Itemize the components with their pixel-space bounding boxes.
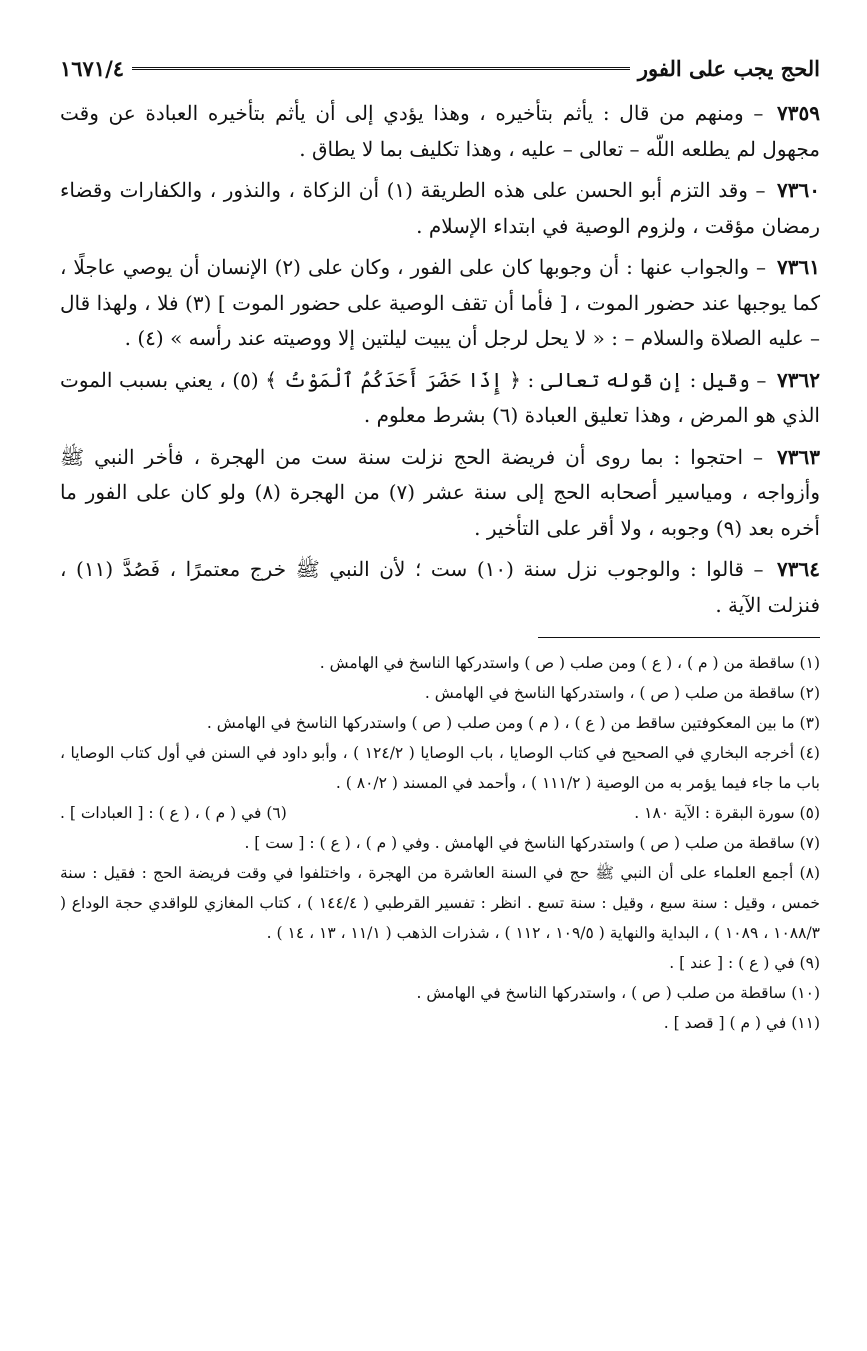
paragraph-text: – ومنهم من قال : يأثم بتأخيره ، وهذا يؤدي إلى أن يأثم بتأخيره العبادة عن وقت مجهول لم يطلعه اللّه – تعالى – عليه ، وهذا تكليف بما لا يطاق . bbox=[60, 101, 820, 161]
footnote: (٢) ساقطة من صلب ( ص ) ، واستدركها الناسخ في الهامش . bbox=[424, 684, 820, 702]
footnote: (٩) في ( ع ) : [ عند ] . bbox=[669, 954, 820, 972]
paragraph bbox=[60, 96, 820, 167]
header-rule bbox=[132, 67, 630, 70]
paragraph-number: ٧٣٦٢ bbox=[777, 367, 820, 392]
footnote-separator bbox=[538, 637, 820, 638]
footnote: (٨) أجمع العلماء على أن النبي ﷺ حج في السنة العاشرة من الهجرة ، واختلفوا في وقت فريضة الحج : فقيل : سنة خمس ، وقيل : سنة سبع ، وقيل : سنة تسع . انظر : تفسير القرطبي ( ١٤٤/٤ ) ، كتاب المغازي للواقدي حجة الوداع ( ١٠٨٨/٣ ، ١٠٨٩ ) ، البداية والنهاية ( ١٠٩/٥ ، ١١٢ ) ، شذرات الذهب ( ١١/١ ، ١٣ ، ١٤ ) . bbox=[60, 864, 820, 942]
running-header bbox=[60, 48, 820, 88]
main-text bbox=[60, 96, 820, 623]
paragraph-number: ٧٣٦١ bbox=[777, 255, 821, 279]
footnote: (٣) ما بين المعكوفتين ساقط من ( ع ) ، ( م ) ومن صلب ( ص ) واستدركها الناسخ في الهامش . bbox=[206, 714, 820, 732]
paragraph-text: – احتجوا : بما روى أن فريضة الحج نزلت سنة ست من الهجرة ، فأخر النبي ﷺ وأزواجه ، ومياسير أصحابه الحج إلى سنة عشر (٧) من الهجرة (٨) ولو كان على الفور ما أخره بعد (٩) وجوبه ، ولا أقر على التأخير . bbox=[60, 444, 820, 540]
footnote: (٥) سورة البقرة : الآية ١٨٠ . bbox=[634, 804, 820, 822]
paragraph-text: – وقد التزم أبو الحسن على هذه الطريقة (١) أن الزكاة ، والنذور ، والكفارات وقضاء رمضان مؤقت ، ولزوم الوصية في ابتداء الإسلام . bbox=[60, 178, 820, 238]
paragraph bbox=[60, 440, 820, 547]
book-page bbox=[60, 48, 820, 1038]
paragraph-text: – وقيل : إن قوله تعالى : ﴿ إِذَا حَضَرَ أَحَدَكُمُ ٱلْمَوْتُ ﴾ (٥) ، يعني بسبب الموت الذي هو المرض ، وهذا تعليق العبادة (٦) بشرط معلوم . bbox=[60, 367, 820, 427]
paragraph bbox=[60, 173, 820, 244]
paragraph-number: ٧٣٦٠ bbox=[777, 178, 820, 202]
footnote: (٤) أخرجه البخاري في الصحيح في كتاب الوصايا ، باب الوصايا ( ١٢٤/٢ ) ، وأبو داود في السنن في أول كتاب الوصايا ، باب ما جاء فيما يؤمر به من الوصية ( ١١١/٢ ) ، وأحمد في المسند ( ٨٠/٢ ) . bbox=[60, 744, 820, 792]
footnote: (٧) ساقطة من صلب ( ص ) واستدركها الناسخ في الهامش . وفي ( م ) ، ( ع ) : [ ست ] . bbox=[244, 834, 820, 852]
paragraph-number: ٧٣٦٤ bbox=[777, 557, 821, 581]
paragraph bbox=[60, 250, 820, 357]
page-number: ١٦٧١/٤ bbox=[60, 55, 125, 81]
footnotes bbox=[60, 648, 820, 1038]
footnote: (١٠) ساقطة من صلب ( ص ) ، واستدركها الناسخ في الهامش . bbox=[416, 984, 820, 1002]
paragraph bbox=[60, 363, 820, 434]
paragraph bbox=[60, 552, 820, 623]
paragraph-text: – قالوا : والوجوب نزل سنة (١٠) ست ؛ لأن النبي ﷺ خرج معتمرًا ، فَصُدَّ (١١) ، فنزلت الآية . bbox=[60, 557, 820, 617]
running-title: الحج يجب على الفور bbox=[637, 55, 820, 81]
paragraph-number: ٧٣٥٩ bbox=[777, 101, 820, 125]
paragraph-number: ٧٣٦٣ bbox=[777, 444, 820, 469]
footnote-row bbox=[60, 798, 820, 828]
paragraph-text: – والجواب عنها : أن وجوبها كان على الفور ، وكان على (٢) الإنسان أن يوصي عاجلًا ، كما يوجبها عند حضور الموت ، [ فأما أن تقف الوصية على حضور الموت ] (٣) فلا ، ولهذا قال – عليه الصلاة والسلام – : « لا يحل لرجل أن يبيت ليلتين إلا ووصيته عند رأسه » (٤) . bbox=[60, 255, 820, 350]
footnote: (١١) في ( م ) [ قصد ] . bbox=[663, 1014, 820, 1032]
footnote: (١) ساقطة من ( م ) ، ( ع ) ومن صلب ( ص ) واستدركها الناسخ في الهامش . bbox=[319, 654, 820, 672]
footnote: (٦) في ( م ) ، ( ع ) : [ العبادات ] . bbox=[60, 804, 287, 822]
